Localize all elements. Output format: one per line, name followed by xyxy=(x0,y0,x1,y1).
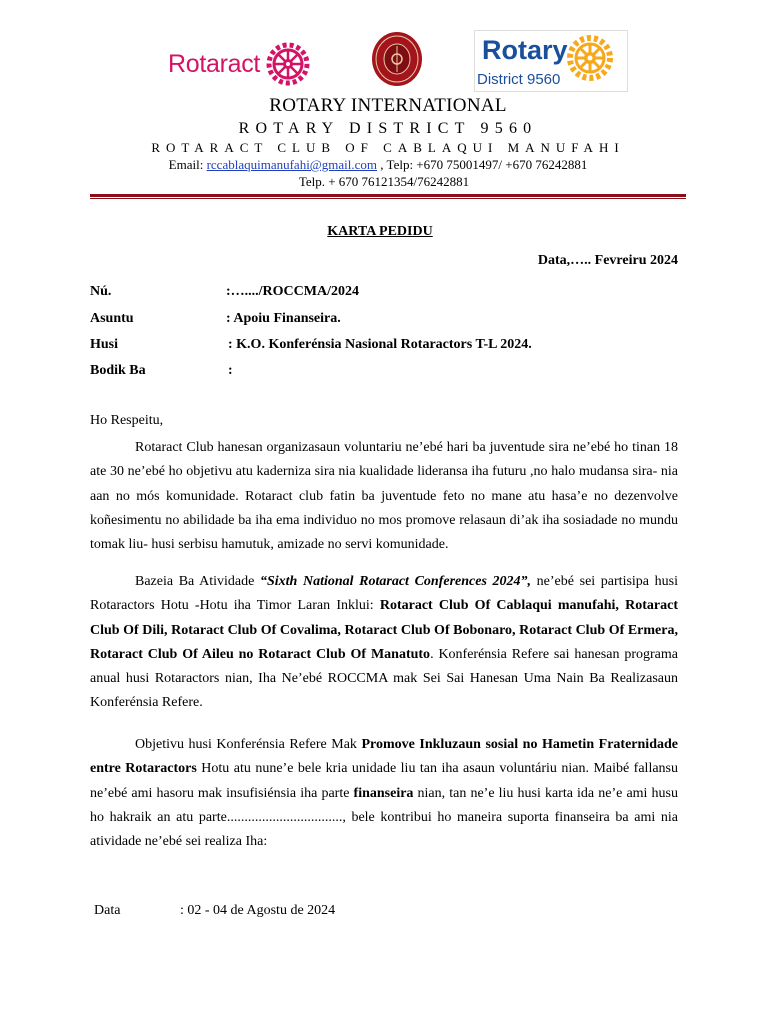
paragraph-activity-text-c: ne’ebé sei partisipa husi Rotaractors Hotu -Hotu iha Timor Laran Inklui: xyxy=(90,574,678,614)
paragraph-objective-text-a: Objetivu husi Konferénsia Refere Mak xyxy=(135,737,362,752)
organization-title: ROTARY INTERNATIONAL xyxy=(269,95,507,116)
event-name: “Sixth National Rotaract Conferences 2024”, xyxy=(259,574,532,589)
salutation: Ho Respeitu, xyxy=(90,413,164,428)
meta-subject-value: : Apoiu Finanseira. xyxy=(226,311,341,326)
paragraph-objective xyxy=(90,733,678,854)
phone-numbers-1: , Telp: +670 75001497/ +670 76242881 xyxy=(377,157,588,172)
rotary-district-label: District 9560 xyxy=(477,71,561,88)
paragraph-activity xyxy=(90,570,678,716)
meta-to-label: Bodik Ba xyxy=(90,363,146,378)
rotaract-wheel-icon xyxy=(266,42,310,86)
event-date-value: : 02 - 04 de Agostu de 2024 xyxy=(180,903,336,918)
letterhead-divider-thin xyxy=(90,198,686,199)
meta-subject-label: Asuntu xyxy=(90,311,134,326)
participating-clubs: Rotaract Club Of Cablaqui manufahi, Rotaract Club Of Dili, Rotaract Club Of Covalima, Rotaract Club Of Bobonaro, Rotaract Club Of Ermera, Rotaract Club Of Aileu no Rotaract Club Of Manatuto xyxy=(90,598,678,662)
paragraph-activity-text-a: Bazeia Ba Atividade xyxy=(135,574,260,589)
meta-number-label: Nú. xyxy=(90,284,112,299)
financial-highlight: finanseira xyxy=(353,785,414,801)
meta-from-label: Husi xyxy=(90,337,119,352)
paragraph-objective-text-e: nian, tan ne’e liu husi karta ida ne’e ami husu ho hakraik an atu parte................................., bele kontribui ho maneira suporta finanseira ba ami nia atividade ne’ebé sei realiza Iha: xyxy=(90,785,678,850)
rotary-district-logo xyxy=(474,30,628,92)
contact-phone-line: Telp. + 670 76121354/76242881 xyxy=(298,174,470,189)
rotaract-logo xyxy=(168,42,310,86)
meta-to-value: : xyxy=(228,363,233,378)
event-date-label: Data xyxy=(94,903,121,918)
document-date: Data,….. Fevreiru 2024 xyxy=(537,253,678,268)
club-seal-icon xyxy=(370,30,424,88)
paragraph-objective-text-c: Hotu atu nune’e bele kria unidade liu tan iha asaun voluntáriu nian. Maibé fallansu ne’ebé ami hasoru mak insufisiénsia iha parte xyxy=(90,761,678,801)
rotary-wheel-icon xyxy=(566,34,614,82)
paragraph-activity-text-e: . Konferénsia Refere sai hanesan programa anual husi Rotaractors nian, Iha Ne’ebé ROCCMA mak Sei Sai Hanesan Uma Nain Ba Realizasaun Konferénsia Refere. xyxy=(90,646,678,711)
paragraph-intro: Rotaract Club hanesan organizasaun voluntariu ne’ebé hari ba juventude sira ne’ebé ho tinan 18 ate 30 ne’ebé ho objetivu atu kaderniza sira nia kualidade lideransa iha futuru ,no halo mudansa sira- nia aan no mós komunidade. Rotaract club fatin ba juventude feto no mane atu hasa’e no dezenvolve koñesimentu no abilidade ba iha ema individuo no mos promove relasaun di’ak iha sosiadade no mundu tomak liu- husi serbisu hamutuk, amizade no servi komunidade. xyxy=(90,440,678,553)
contact-email-line xyxy=(0,157,762,173)
rotaract-wordmark: Rotaract xyxy=(168,49,261,78)
document-title: KARTA PEDIDU xyxy=(327,224,433,239)
meta-from-value: : K.O. Konferénsia Nasional Rotaractors T-L 2024. xyxy=(228,337,532,352)
email-link[interactable]: rccablaquimanufahi@gmail.com xyxy=(206,157,378,172)
email-label: Email: xyxy=(168,157,207,172)
district-title: ROTARY DISTRICT 9560 xyxy=(238,120,538,137)
objective-highlight: Promove Inkluzaun sosial no Hametin Fraternidade entre Rotaractors xyxy=(90,737,678,777)
rotary-wordmark: Rotary xyxy=(482,35,568,65)
meta-number-value: :…..../ROCCMA/2024 xyxy=(226,284,359,299)
club-title: ROTARACT CLUB OF CABLAQUI MANUFAHI xyxy=(151,140,625,155)
letterhead-divider-thick xyxy=(90,194,686,197)
